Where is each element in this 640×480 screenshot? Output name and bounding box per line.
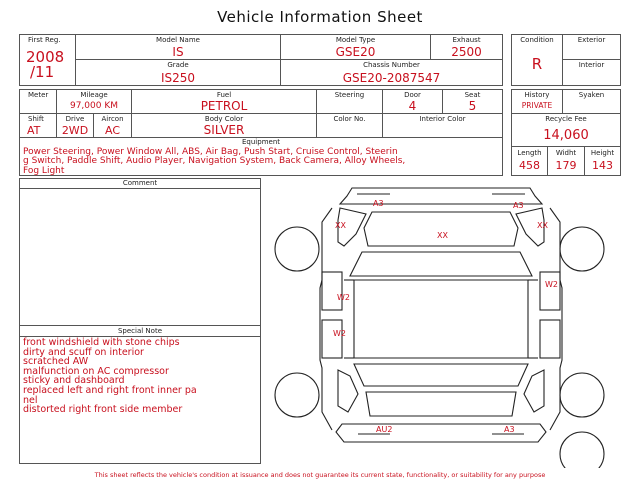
equipment-label: Equipment bbox=[242, 138, 280, 146]
mileage-cell bbox=[56, 89, 132, 114]
shift-label: Shift bbox=[28, 115, 44, 123]
right-rear-door bbox=[540, 320, 560, 358]
recycle-cell bbox=[511, 113, 621, 147]
color-no-cell bbox=[316, 113, 383, 138]
history-label: History bbox=[524, 91, 550, 99]
left-front-door bbox=[322, 272, 342, 310]
model-type-value: GSE20 bbox=[335, 45, 376, 59]
car-damage-diagram bbox=[262, 180, 620, 468]
body-color-cell bbox=[131, 113, 317, 138]
special-note-label: Special Note bbox=[117, 327, 163, 335]
history-cell bbox=[511, 89, 563, 114]
shift-cell bbox=[19, 113, 57, 138]
width-label: Widht bbox=[555, 149, 577, 157]
grade-label: Grade bbox=[167, 61, 189, 69]
equipment-text bbox=[23, 148, 405, 176]
spare-wheel bbox=[560, 432, 604, 468]
fuel-cell bbox=[131, 89, 317, 114]
mark-left-front-door: W2 bbox=[337, 293, 350, 302]
special-note-text bbox=[23, 338, 197, 415]
right-front-door bbox=[540, 272, 560, 310]
condition-cell bbox=[511, 34, 563, 86]
model-name-label: Model Name bbox=[156, 36, 200, 44]
note-line: sticky and dashboard bbox=[23, 375, 125, 387]
grade-cell bbox=[75, 59, 281, 86]
length-value: 458 bbox=[519, 159, 540, 172]
history-value: PRIVATE bbox=[521, 101, 553, 110]
steering-label: Steering bbox=[334, 91, 365, 99]
mark-front-bumper-right: A3 bbox=[513, 201, 524, 210]
seat-cell bbox=[442, 89, 503, 114]
syaken-label: Syaken bbox=[578, 91, 605, 99]
note-line: replaced left and right front inner pa bbox=[23, 384, 197, 396]
recycle-value: 14,060 bbox=[543, 128, 589, 143]
condition-value: R bbox=[531, 55, 543, 73]
fuel-value: PETROL bbox=[200, 99, 248, 113]
condition-label: Condition bbox=[520, 36, 554, 44]
interior-label: Interior bbox=[578, 61, 605, 69]
interior-cell bbox=[562, 59, 621, 86]
seat-value: 5 bbox=[468, 99, 477, 113]
interior-color-label: Interior Color bbox=[419, 115, 466, 123]
body-color-label: Body Color bbox=[204, 115, 244, 123]
interior-color-cell bbox=[382, 113, 503, 138]
grade-value: IS250 bbox=[160, 71, 196, 85]
drive-cell bbox=[56, 113, 94, 138]
width-value: 179 bbox=[555, 159, 577, 172]
wheel-front-right bbox=[560, 227, 604, 271]
model-type-cell bbox=[280, 34, 431, 60]
exterior-cell bbox=[562, 34, 621, 60]
width-cell bbox=[547, 146, 585, 176]
syaken-cell bbox=[562, 89, 621, 114]
color-no-label: Color No. bbox=[333, 115, 366, 123]
shift-value: AT bbox=[27, 124, 41, 137]
hood bbox=[364, 212, 518, 246]
comment-header bbox=[20, 179, 260, 189]
chassis-label: Chassis Number bbox=[363, 61, 420, 69]
exterior-label: Exterior bbox=[577, 36, 606, 44]
front-bumper bbox=[340, 188, 542, 204]
aircon-label: Aircon bbox=[101, 115, 124, 123]
note-line: dirty and scuff on interior bbox=[23, 346, 144, 358]
note-line: malfunction on AC compressor bbox=[23, 365, 169, 377]
rear-window bbox=[354, 364, 528, 386]
note-line: nel bbox=[23, 394, 38, 406]
aircon-value: AC bbox=[104, 124, 120, 137]
steering-cell bbox=[316, 89, 383, 114]
mark-rear-bumper-right: A3 bbox=[504, 425, 515, 434]
mark-right-front-fender: XX bbox=[537, 221, 548, 230]
door-cell bbox=[382, 89, 443, 114]
note-line: front windshield with stone chips bbox=[23, 337, 180, 348]
mark-right-front-door: W2 bbox=[545, 280, 558, 289]
model-type-label: Model Type bbox=[335, 36, 376, 44]
first-reg-label: First Reg. bbox=[28, 36, 61, 44]
roof bbox=[354, 280, 528, 358]
chassis-value: GSE20-2087547 bbox=[342, 71, 441, 85]
height-cell bbox=[584, 146, 621, 176]
height-value: 143 bbox=[592, 159, 613, 172]
model-name-cell bbox=[75, 34, 281, 60]
mileage-value: 97,000 KM bbox=[69, 101, 119, 111]
front-windshield bbox=[350, 252, 532, 276]
mark-left-rear-door: W2 bbox=[333, 329, 346, 338]
model-name-value: IS bbox=[172, 45, 184, 59]
first-reg-cell bbox=[19, 34, 76, 86]
equipment-line: Power Steering, Power Window All, ABS, Air Bag, Push Start, Cruise Control, Steerin bbox=[23, 147, 398, 157]
note-line: scratched AW bbox=[23, 356, 89, 368]
first-reg-year: 2008 bbox=[26, 48, 65, 66]
sheet-title: Vehicle Information Sheet bbox=[217, 8, 423, 26]
seat-label: Seat bbox=[464, 91, 481, 99]
meter-cell bbox=[19, 89, 57, 114]
exhaust-cell bbox=[430, 34, 503, 60]
mark-front-bumper-left: A3 bbox=[373, 199, 384, 208]
door-value: 4 bbox=[408, 99, 417, 113]
left-rear-fender bbox=[338, 370, 358, 412]
equipment-line: g Switch, Paddle Shift, Audio Player, Navigation System, Back Camera, Alloy Wheels, bbox=[23, 156, 406, 167]
first-reg-month: /11 bbox=[30, 63, 55, 81]
length-cell bbox=[511, 146, 548, 176]
equipment-line: Fog Light bbox=[23, 165, 65, 176]
disclaimer-footer: This sheet reflects the vehicle's condition at issuance and does not guarantee its current state, functionality, or suitability for any purpose bbox=[94, 471, 546, 479]
fuel-label: Fuel bbox=[216, 91, 232, 99]
wheel-rear-right bbox=[560, 373, 604, 417]
mark-rear-bumper-left: AU2 bbox=[376, 425, 393, 434]
comment-box bbox=[19, 178, 261, 464]
left-rear-door bbox=[322, 320, 342, 358]
recycle-label: Recycle Fee bbox=[545, 115, 587, 123]
wheel-rear-left bbox=[275, 373, 319, 417]
exhaust-value: 2500 bbox=[451, 45, 482, 59]
meter-label: Meter bbox=[28, 91, 49, 99]
comment-label: Comment bbox=[122, 179, 158, 187]
wheel-front-left bbox=[275, 227, 319, 271]
mark-front-windshield: XX bbox=[437, 231, 448, 240]
equipment-cell bbox=[19, 137, 503, 176]
drive-value: 2WD bbox=[61, 124, 89, 137]
right-side-panel bbox=[550, 208, 562, 430]
body-color-value: SILVER bbox=[203, 123, 245, 137]
chassis-cell bbox=[280, 59, 503, 86]
aircon-cell bbox=[93, 113, 132, 138]
trunk bbox=[366, 392, 516, 416]
special-note-header bbox=[20, 325, 260, 337]
mileage-label: Mileage bbox=[80, 91, 108, 99]
door-label: Door bbox=[404, 91, 421, 99]
drive-label: Drive bbox=[65, 115, 85, 123]
height-label: Height bbox=[590, 149, 615, 157]
exhaust-label: Exhaust bbox=[452, 36, 481, 44]
right-rear-fender bbox=[524, 370, 544, 412]
length-label: Length bbox=[517, 149, 542, 157]
note-line: distorted right front side member bbox=[23, 404, 183, 416]
left-side-panel bbox=[320, 208, 332, 430]
mark-left-front-fender: XX bbox=[335, 221, 346, 230]
